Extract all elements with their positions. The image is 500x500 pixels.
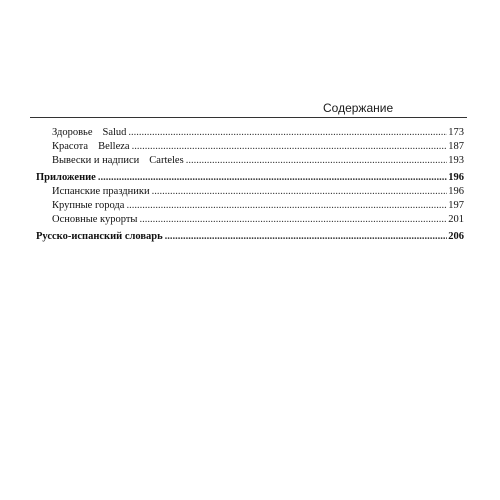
- toc-entry-spanish-title: Salud: [102, 127, 127, 138]
- toc-entry-page-number: 173: [448, 127, 464, 138]
- toc-section-page-number: 206: [448, 231, 464, 242]
- toc-entry-title: Здоровье: [52, 127, 93, 138]
- toc-entry-page-number: 187: [448, 141, 464, 152]
- dot-leader: [98, 171, 447, 185]
- toc-entry-major-cities[interactable]: [36, 199, 464, 213]
- toc-section-dictionary[interactable]: [36, 230, 464, 244]
- toc-entry-spanish-title: Belleza: [98, 141, 130, 152]
- toc-section-title: Приложение: [36, 172, 96, 183]
- toc-entry-page-number: 196: [448, 186, 464, 197]
- dot-leader: [140, 213, 448, 227]
- toc-section-page-number: 196: [448, 172, 464, 183]
- toc-section-appendix[interactable]: [36, 171, 464, 185]
- toc-entry-spanish-title: Carteles: [149, 155, 184, 166]
- dot-leader: [132, 140, 448, 154]
- running-header-title: Содержание: [323, 101, 394, 115]
- toc-entry-beauty[interactable]: [36, 140, 464, 154]
- toc-entry-page-number: 193: [448, 155, 464, 166]
- dot-leader: [165, 230, 448, 244]
- toc-entry-health[interactable]: [36, 126, 464, 140]
- toc-entry-title: Крупные города: [52, 200, 125, 211]
- toc-section-title: Русско-испанский словарь: [36, 231, 163, 242]
- dot-leader: [126, 199, 447, 213]
- dot-leader: [152, 185, 448, 199]
- dot-leader: [128, 126, 447, 140]
- toc-entry-main-resorts[interactable]: [36, 213, 464, 227]
- header-rule: [30, 117, 467, 118]
- toc-entry-spanish-holidays[interactable]: [36, 185, 464, 199]
- table-of-contents: [36, 126, 464, 244]
- toc-entry-title: Вывески и надписи: [52, 155, 140, 166]
- dot-leader: [186, 154, 448, 168]
- toc-entry-signs[interactable]: [36, 154, 464, 168]
- toc-entry-page-number: 197: [448, 200, 464, 211]
- toc-entry-page-number: 201: [448, 214, 464, 225]
- toc-entry-title: Основные курорты: [52, 214, 138, 225]
- toc-entry-title: Испанские праздники: [52, 186, 150, 197]
- toc-entry-title: Красота: [52, 141, 89, 152]
